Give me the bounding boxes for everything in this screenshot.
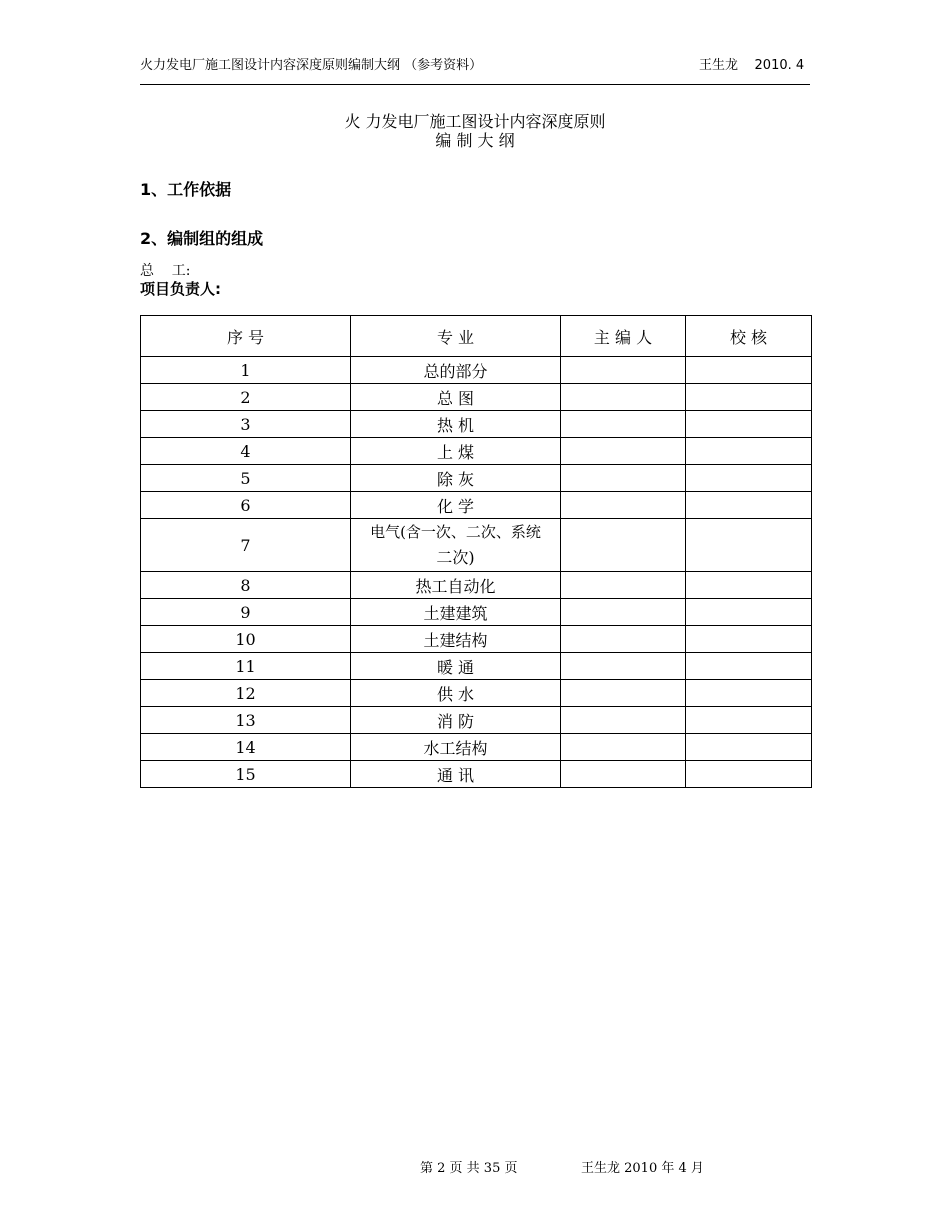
cell-no: 7 bbox=[141, 519, 351, 572]
cell-no: 2 bbox=[141, 384, 351, 411]
cell-major: 热 机 bbox=[351, 411, 561, 438]
table-row bbox=[141, 519, 812, 572]
title-line-1: 火 力发电厂施工图设计内容深度原则 bbox=[344, 112, 606, 131]
cell-editor bbox=[561, 626, 686, 653]
cell-no: 8 bbox=[141, 572, 351, 599]
cell-checker bbox=[686, 572, 812, 599]
cell-major: 除 灰 bbox=[351, 465, 561, 492]
cell-checker bbox=[686, 465, 812, 492]
cell-checker bbox=[686, 492, 812, 519]
cell-no: 5 bbox=[141, 465, 351, 492]
header-cell-no: 序 号 bbox=[141, 316, 351, 357]
cell-major: 水工结构 bbox=[351, 734, 561, 761]
table-body bbox=[141, 357, 812, 788]
cell-no: 12 bbox=[141, 680, 351, 707]
footer-author-date: 王生龙 2010 年 4 月 bbox=[581, 1161, 704, 1176]
table-row bbox=[141, 465, 812, 492]
cell-no: 11 bbox=[141, 653, 351, 680]
table-row bbox=[141, 599, 812, 626]
cell-editor bbox=[561, 519, 686, 572]
cell-checker bbox=[686, 653, 812, 680]
cell-editor bbox=[561, 599, 686, 626]
table-header-row bbox=[141, 316, 812, 357]
table-row bbox=[141, 411, 812, 438]
cell-checker bbox=[686, 357, 812, 384]
cell-major bbox=[351, 519, 561, 572]
header-author-date: 王生龙 2010. 4 bbox=[699, 58, 805, 73]
cell-editor bbox=[561, 572, 686, 599]
cell-checker bbox=[686, 680, 812, 707]
cell-checker bbox=[686, 384, 812, 411]
cell-editor bbox=[561, 465, 686, 492]
title-line-2: 编 制 大 纲 bbox=[435, 131, 515, 150]
project-lead-label: 项目负责人: bbox=[140, 280, 221, 298]
cell-checker bbox=[686, 707, 812, 734]
cell-editor bbox=[561, 357, 686, 384]
table-row bbox=[141, 357, 812, 384]
cell-no: 6 bbox=[141, 492, 351, 519]
cell-no: 13 bbox=[141, 707, 351, 734]
cell-checker bbox=[686, 761, 812, 788]
footer-page-number: 第 2 页 共 35 页 bbox=[420, 1161, 518, 1176]
cell-no: 10 bbox=[141, 626, 351, 653]
cell-editor bbox=[561, 411, 686, 438]
cell-major: 总的部分 bbox=[351, 357, 561, 384]
section-team-composition: 2、编制组的组成 bbox=[140, 229, 264, 248]
header-cell-major: 专 业 bbox=[351, 316, 561, 357]
cell-major: 热工自动化 bbox=[351, 572, 561, 599]
cell-major: 消 防 bbox=[351, 707, 561, 734]
cell-major: 化 学 bbox=[351, 492, 561, 519]
cell-major: 供 水 bbox=[351, 680, 561, 707]
table-row bbox=[141, 492, 812, 519]
table-row bbox=[141, 761, 812, 788]
cell-editor bbox=[561, 492, 686, 519]
cell-editor bbox=[561, 384, 686, 411]
cell-major-line-1: 电气(含一次、二次、系统 bbox=[370, 523, 541, 541]
header-title: 火力发电厂施工图设计内容深度原则编制大纲 （参考资料） bbox=[140, 58, 483, 73]
team-table bbox=[140, 315, 812, 788]
cell-no: 4 bbox=[141, 438, 351, 465]
cell-checker bbox=[686, 626, 812, 653]
cell-checker bbox=[686, 599, 812, 626]
cell-major: 土建结构 bbox=[351, 626, 561, 653]
cell-editor bbox=[561, 761, 686, 788]
cell-editor bbox=[561, 734, 686, 761]
cell-no: 14 bbox=[141, 734, 351, 761]
cell-checker bbox=[686, 734, 812, 761]
table-row bbox=[141, 653, 812, 680]
table-row bbox=[141, 384, 812, 411]
table-row bbox=[141, 707, 812, 734]
cell-checker bbox=[686, 438, 812, 465]
cell-major: 通 讯 bbox=[351, 761, 561, 788]
cell-major-line-2: 二次) bbox=[436, 548, 475, 567]
cell-major: 土建建筑 bbox=[351, 599, 561, 626]
table-row bbox=[141, 572, 812, 599]
cell-editor bbox=[561, 680, 686, 707]
document-title bbox=[140, 112, 810, 150]
cell-no: 9 bbox=[141, 599, 351, 626]
cell-major: 暖 通 bbox=[351, 653, 561, 680]
cell-editor bbox=[561, 707, 686, 734]
cell-no: 1 bbox=[141, 357, 351, 384]
cell-no: 3 bbox=[141, 411, 351, 438]
cell-no: 15 bbox=[141, 761, 351, 788]
header-cell-checker: 校 核 bbox=[686, 316, 812, 357]
cell-editor bbox=[561, 438, 686, 465]
cell-checker bbox=[686, 519, 812, 572]
table-row bbox=[141, 438, 812, 465]
header-cell-editor: 主 编 人 bbox=[561, 316, 686, 357]
cell-major: 上 煤 bbox=[351, 438, 561, 465]
cell-checker bbox=[686, 411, 812, 438]
table-row bbox=[141, 626, 812, 653]
chief-engineer-label: 总 工: bbox=[140, 263, 191, 279]
section-work-basis: 1、工作依据 bbox=[140, 180, 232, 199]
table-row bbox=[141, 680, 812, 707]
header-rule bbox=[140, 84, 810, 85]
cell-major: 总 图 bbox=[351, 384, 561, 411]
cell-editor bbox=[561, 653, 686, 680]
table-row bbox=[141, 734, 812, 761]
